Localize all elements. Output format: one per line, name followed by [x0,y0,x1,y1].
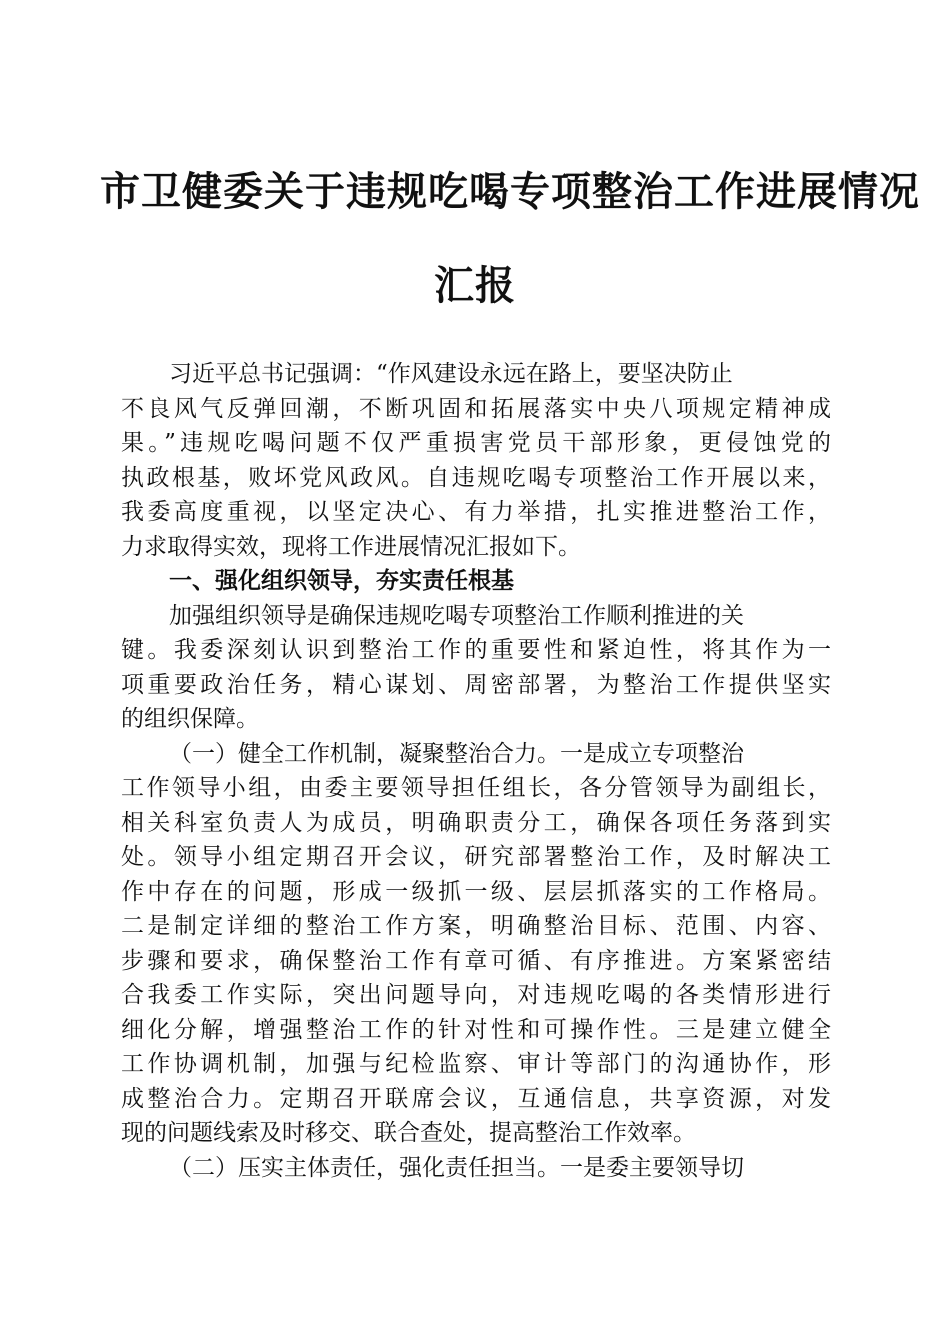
paragraph-line: 现的问题线索及时移交、联合查处，提高整治工作效率。 [121,1120,696,1146]
paragraph-line: 我委高度重视，以坚定决心、有力举措，扎实推进整治工作， [121,499,831,525]
paragraph-line: （二）压实主体责任，强化责任担当。一是委主要领导切 [169,1154,744,1181]
document-body [121,357,831,1185]
paragraph-line: 二是制定详细的整治工作方案，明确整治目标、范围、内容、 [121,913,831,939]
paragraph-line: 习近平总书记强调：“作风建设永远在路上，要坚决防止 [169,361,733,387]
document-title-line-1: 市卫健委关于违规吃喝专项整治工作进展情况 [100,168,920,215]
paragraph-line: （一）健全工作机制，凝聚整治合力。一是成立专项整治 [169,740,744,767]
paragraph-line: 不良风气反弹回潮，不断巩固和拓展落实中央八项规定精神成 [121,395,831,422]
paragraph-line: 工作领导小组，由委主要领导担任组长，各分管领导为副组长， [121,775,831,801]
paragraph-line: 力求取得实效，现将工作进展情况汇报如下。 [121,533,581,560]
paragraph-line: 项重要政治任务，精心谋划、周密部署，为整治工作提供坚实 [121,671,831,698]
paragraph-line: 加强组织领导是确保违规吃喝专项整治工作顺利推进的关 [169,602,744,629]
paragraph-line: 果。”违规吃喝问题不仅严重损害党员干部形象，更侵蚀党的 [121,430,831,456]
section-heading: 一、强化组织领导，夯实责任根基 [169,568,514,594]
paragraph-line: 作中存在的问题，形成一级抓一级、层层抓落实的工作格局。 [121,878,831,905]
paragraph-line: 处。领导小组定期召开会议，研究部署整治工作，及时解决工 [121,844,831,870]
paragraph-line: 工作协调机制，加强与纪检监察、审计等部门的沟通协作，形 [121,1051,831,1077]
paragraph-line: 执政根基，败坏党风政风。自违规吃喝专项整治工作开展以来， [121,464,831,491]
document-title-line-2: 汇报 [434,262,516,309]
paragraph-line: 成整治合力。定期召开联席会议，互通信息，共享资源，对发 [121,1085,831,1112]
paragraph-line: 的组织保障。 [121,706,259,732]
paragraph-line: 合我委工作实际，突出问题导向，对违规吃喝的各类情形进行 [121,982,831,1008]
paragraph-line: 键。我委深刻认识到整治工作的重要性和紧迫性，将其作为一 [121,637,831,663]
paragraph-line: 步骤和要求，确保整治工作有章可循、有序推进。方案紧密结 [121,947,831,974]
paragraph-line: 细化分解，增强整治工作的针对性和可操作性。三是建立健全 [121,1016,831,1043]
paragraph-line: 相关科室负责人为成员，明确职责分工，确保各项任务落到实 [121,809,831,836]
